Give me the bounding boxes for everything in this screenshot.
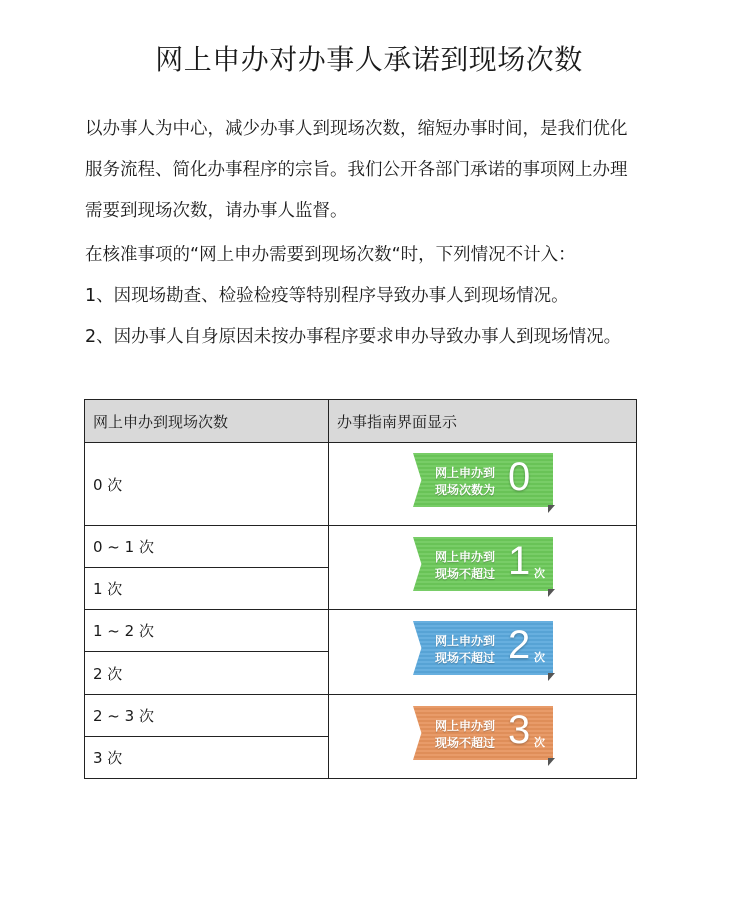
badge-visits-3 — [413, 706, 555, 766]
badge-line2: 现场不超过 — [435, 567, 496, 581]
badge-number: 2 — [508, 623, 531, 667]
page-title: 网上申办对办事人承诺到现场次数 — [155, 43, 583, 76]
visit-count-table — [84, 399, 637, 779]
badge-fold — [548, 673, 555, 681]
table-cell: 3 次 — [93, 749, 123, 767]
paragraph-line: 服务流程、简化办事程序的宗旨。我们公开各部门承诺的事项网上办理 — [85, 160, 628, 180]
badge-fold — [548, 505, 555, 513]
paragraph-line: 需要到现场次数，请办事人监督。 — [85, 201, 348, 221]
badge-line1: 网上申办到 — [435, 634, 496, 648]
table-cell: 1 ~ 2 次 — [93, 622, 154, 640]
badge-number: 1 — [508, 539, 531, 583]
exclusion-item-1: 1、因现场勘查、检验检疫等特别程序导致办事人到现场情况。 — [85, 286, 569, 306]
badge-number: 0 — [508, 455, 531, 499]
table-cell: 0 次 — [93, 475, 123, 494]
badge-line2: 现场次数为 — [435, 483, 496, 497]
badge-fold — [548, 589, 555, 597]
paragraph-line: 以办事人为中心，减少办事人到现场次数，缩短办事时间，是我们优化 — [85, 119, 628, 139]
badge-fold — [548, 758, 555, 766]
badge-number: 3 — [508, 708, 531, 752]
header-guide-display: 办事指南界面显示 — [337, 412, 458, 431]
table-cell: 1 次 — [93, 580, 123, 598]
table-cell: 2 ~ 3 次 — [93, 707, 154, 725]
header-visit-count: 网上申办到现场次数 — [93, 412, 229, 431]
intro-paragraph — [85, 109, 685, 232]
exclusion-intro: 在核准事项的“网上申办需要到现场次数“时，下列情况不计入： — [85, 245, 576, 265]
badge-line1: 网上申办到 — [435, 719, 496, 733]
badge-line1: 网上申办到 — [435, 466, 496, 480]
badge-line1: 网上申办到 — [435, 550, 496, 564]
badge-line2: 现场不超过 — [435, 736, 496, 750]
exclusion-item-2: 2、因办事人自身原因未按办事程序要求申办导致办事人到现场情况。 — [85, 327, 622, 347]
badge-visits-1 — [413, 537, 555, 597]
badge-unit: 次 — [534, 651, 545, 664]
badge-unit: 次 — [534, 567, 545, 580]
badge-line2: 现场不超过 — [435, 651, 496, 665]
badge-visits-2 — [413, 621, 555, 681]
table-cell: 0 ~ 1 次 — [93, 538, 154, 556]
table-cell: 2 次 — [93, 664, 123, 683]
badge-unit: 次 — [534, 736, 545, 749]
badge-visits-0 — [413, 453, 555, 513]
exclusion-list — [85, 235, 685, 358]
column-divider — [328, 400, 329, 778]
